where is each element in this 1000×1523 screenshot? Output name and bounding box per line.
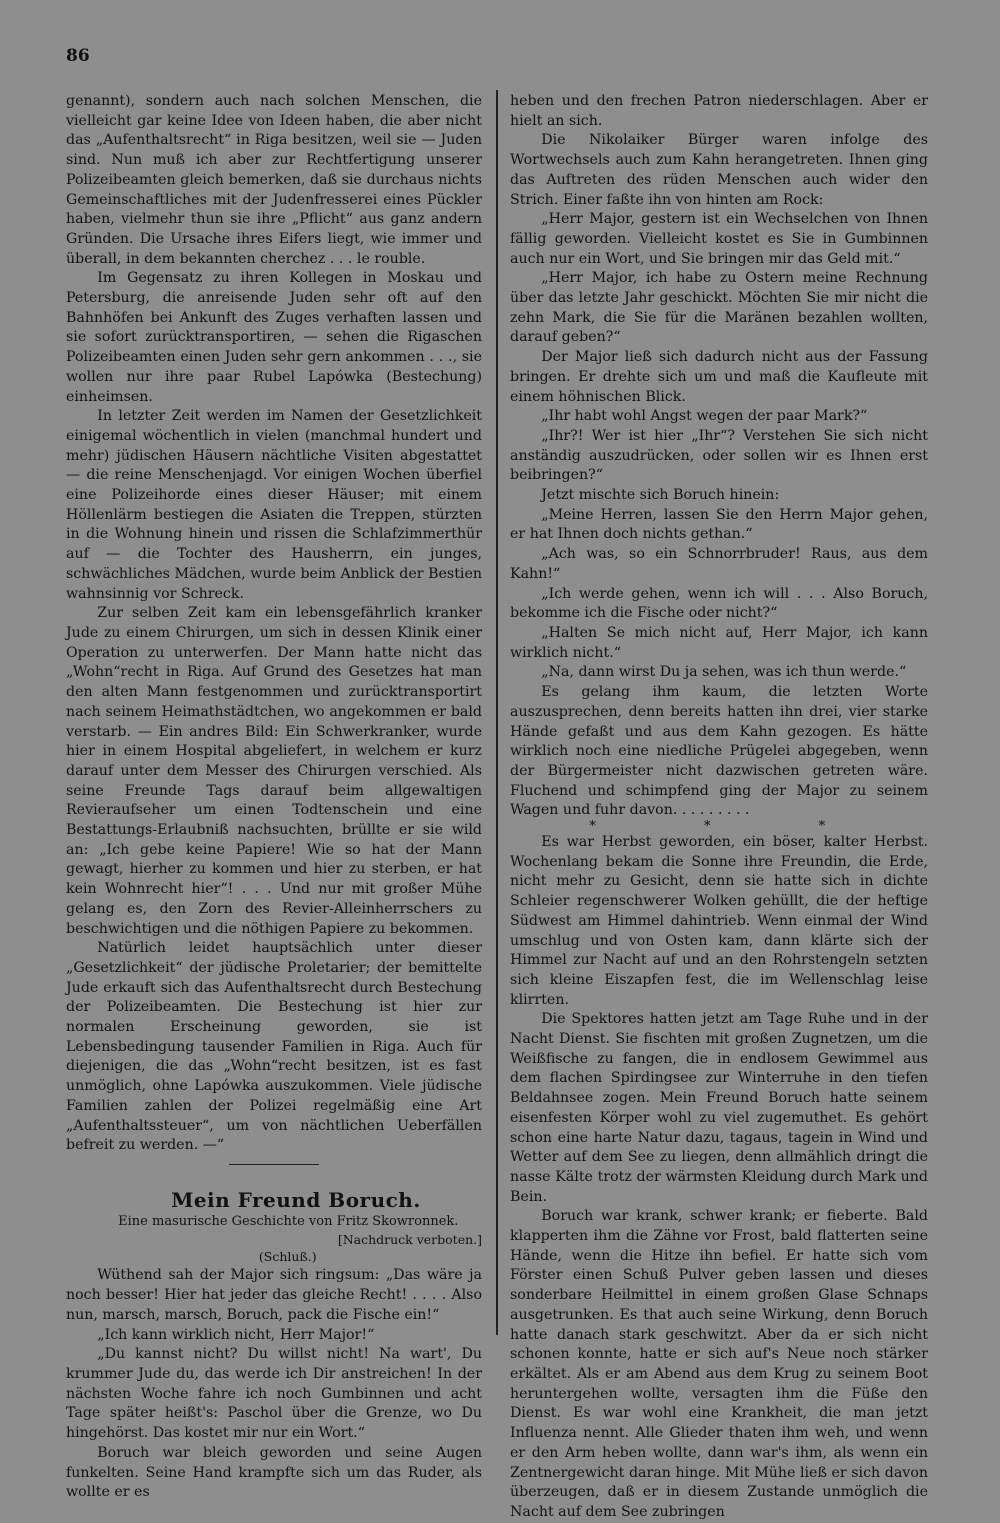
paragraph: Im Gegensatz zu ihren Kollegen in Moskau und Petersburg, die anreisende Juden sehr oft auf den Bahnhöfen bei Ankunft des Zuges verhaften lassen und sie sofort zurücktransportiren, — sehen die Rigaschen Polizeibeamten einen Juden sehr gern ankommen . . ., sie wollen nur ihre paar Rubel Lapówka (Bestechung) einheimsen.	[66, 270, 482, 405]
right-column	[510, 92, 928, 1523]
paragraph: „Ach was, so ein Schnorrbruder! Raus, aus dem Kahn!“	[510, 546, 928, 582]
paragraph: Natürlich leidet hauptsächlich unter dieser „Gesetzlichkeit“ der jüdische Proletarier; der bemittelte Jude erkauft sich das Aufenthaltsrecht durch Bestechung der Polizeibeamten. Die Bestechung ist hier zur normalen Erscheinung geworden, sie ist Lebensbedingung tausender Familien in Riga. Auch für diejenigen, die das „Wohn“recht besitzen, ist es fast unmöglich, ohne Lapówka auszukommen. Viele jüdische Familien zahlen der Polizei regelmäßig eine Art „Aufenthaltssteuer“, um von nächtlichen Ueberfällen befreit zu werden. —“	[66, 940, 482, 1154]
paragraph: Wüthend sah der Major sich ringsum: „Das wäre ja noch besser! Hier hat jeder das gleiche Recht! . . . . Also nun, marsch, marsch, Boruch, pack die Fische ein!“	[66, 1267, 482, 1323]
paragraph: „Ich kann wirklich nicht, Herr Major!“	[97, 1326, 375, 1343]
paragraph: In letzter Zeit werden im Namen der Gesetzlichkeit einigemal wöchentlich in vielen (manchmal hundert und mehr) jüdischen Häusern nächtliche Visiten abgestattet — die reine Menschenjagd. Vor einigen Wochen überfiel eine Polizeihorde eines dieser Häuser; mit einem Höllenlärm bestiegen die Asiaten die Treppen, stürzten in die Wohnung hinein und rissen die Schlafzimmerthür auf — die Tochter des Hausherrn, ein junges, schwächliches Mädchen, wurde beim Anblick der Bestien wahnsinnig vor Schreck.	[66, 408, 482, 602]
paragraph: Es gelang ihm kaum, die letzten Worte auszusprechen, denn bereits hatten ihn drei, vier starke Hände gefaßt und aus dem Kahn gezogen. Es hätte wirklich noch eine niedliche Prügelei abgegeben, wenn der Bürgermeister nicht dazwischen getreten wäre. Fluchend und schimpfend ging der Major zu seinem Wagen und fuhr davon. . . . . . . . .	[510, 684, 928, 819]
paragraph: „Ihr?! Wer ist hier „Ihr“? Verstehen Sie sich nicht anständig auszudrücken, oder sollen wir es Ihnen erst beibringen?“	[510, 427, 928, 484]
reprint-note: [Nachdruck verboten.]	[337, 1232, 482, 1248]
paragraph: Zur selben Zeit kam ein lebensgefährlich kranker Jude zu einem Chirurgen, um sich in dessen Klinik einer Operation zu unterwerfen. Der Mann hatte nicht das „Wohn“recht in Riga. Auf Grund des Gesetzes hat man den alten Mann festgenommen und zurücktransportirt nach seinem Heimathstädtchen, wo angekommen er bald verstarb. — Ein andres Bild: Ein Schwerkranker, wurde hier in einem Hospital abgeliefert, in welchem er kurz darauf unter dem Messer des Chirurgen verschied. Als seine Freunde Tags darauf beim allgewaltigen Revieraufseher um einen Todtenschein und eine Bestattungs-Erlaubniß nachsuchten, brüllte er sie wild an: „Ich gebe keine Papiere! Wie so hat der Mann gewagt, hierher zu kommen und hier zu sterben, er hat kein Wohnrecht hier“! . . . Und nur mit großer Mühe gelang es, den Zorn des Revier-Alleinherrschers zu beschwichtigen und die nöthigen Papiere zu bekommen.	[66, 605, 482, 937]
paragraph: Die Spektores hatten jetzt am Tage Ruhe und in der Nacht Dienst. Sie fischten mit großen Zugnetzen, um die Weißfische zu fangen, die in endlosem Gewimmel aus dem flachen Spirdingsee zur Winterruhe in den tiefen Beldahnsee zogen. Mein Freund Boruch hatte seinem eisenfesten Körper wohl zu viel zugemuthet. Es gehört schon eine harte Natur dazu, tagaus, tagein in Wind und Wetter auf dem See zu liegen, denn allmählich dringt die nasse Kälte trotz der wärmsten Kleidung durch Mark und Bein.	[510, 1011, 928, 1205]
page-number: 86	[66, 46, 90, 66]
paragraph: Boruch war krank, schwer krank; er fieberte. Bald klapperten ihm die Zähne vor Frost, bald flatterten seine Hände, wenn die Hitze ihn befiel. Er hatte sich vom Förster einen Schuß Pulver geben lassen und dieses sonderbare Heilmittel in einem großen Glase Schnaps ausgetrunken. Es that auch seine Wirkung, denn Boruch hatte danach stark geschwitzt. Aber da er sich nicht schonen konnte, hatte er sich auf's Neue noch stärker erkältet. Als er am Abend aus dem Krug zu seinem Boot heruntergehen wollte, versagten ihm die Füße den Dienst. Es war wohl eine Krankheit, die man jetzt Influenza nennt. Alle Glieder thaten ihm weh, und wenn er den Arm heben wollte, dann war's ihm, als wenn ein Zentnergewicht daran hinge. Mit Mühe ließ er sich davon überzeugen, daß er in diesem Zustande unmöglich die Nacht auf dem See zubringen	[510, 1208, 928, 1520]
section-stars: * * *	[589, 819, 878, 835]
paragraph: heben und den frechen Patron niederschlagen. Aber er hielt an sich.	[510, 93, 928, 129]
paragraph: „Herr Major, gestern ist ein Wechselchen von Ihnen fällig geworden. Vielleicht kostet es Sie in Gumbinnen auch nur ein Wort, und Sie bringen mir das Geld mit.“	[510, 211, 928, 267]
paragraph: „Meine Herren, lassen Sie den Herrn Major gehen, er hat Ihnen doch nichts gethan.“	[510, 506, 928, 543]
paragraph: genannt), sondern auch nach solchen Menschen, die vielleicht gar keine Idee von Ideen haben, die aber nicht das „Aufenthaltsrecht“ in Riga besitzen, weil sie — Juden sind. Nun muß ich aber zur Rechtfertigung unserer Polizeibeamten gleich bemerken, daß sie durchaus nichts Gemeinschaftliches mit der Judenfresserei eines Pückler haben, vielmehr thun sie ihre „Pflicht“ aus ganz andern Gründen. Die Ursache ihres Eifers liegt, wie immer und überall, in dem bekannten cherchez . . . le rouble.	[66, 93, 482, 267]
paragraph: „Herr Major, ich habe zu Ostern meine Rechnung über das letzte Jahr geschickt. Möchten Sie mir nicht die zehn Mark, die Sie für die Maränen bezahlen wollten, darauf geben?“	[510, 270, 928, 346]
paragraph: „Ihr habt wohl Angst wegen der paar Mark?“	[541, 408, 868, 425]
paragraph: Der Major ließ sich dadurch nicht aus der Fassung bringen. Er drehte sich um und maß die Kaufleute mit einem höhnischen Blick.	[510, 349, 928, 405]
paragraph: „Du kannst nicht? Du willst nicht! Na wart', Du krummer Jude du, das werde ich Dir anstreichen! In der nächsten Woche fahre ich noch Gumbinnen und acht Tage später heißt's: Paschol über die Grenze, wo Du hingehörst. Das kostet mir nur ein Wort.“	[66, 1346, 482, 1442]
paragraph: „Ich werde gehen, wenn ich will . . . Also Boruch, bekomme ich die Fische oder nicht?“	[510, 585, 928, 622]
left-column	[66, 92, 482, 1503]
paragraph: „Halten Se mich nicht auf, Herr Major, ich kann wirklich nicht.“	[510, 624, 928, 661]
paragraph: Jetzt mischte sich Boruch hinein:	[541, 487, 780, 504]
story-title: Mein Freund Boruch.	[171, 1188, 421, 1213]
story-subtitle: Eine masurische Geschichte von Fritz Skowronnek.	[118, 1214, 459, 1230]
conclusion-note: (Schluß.)	[258, 1249, 317, 1265]
paragraph: Boruch war bleich geworden und seine Augen funkelten. Seine Hand krampfte sich um das Ruder, als wollte er es	[66, 1444, 482, 1501]
column-rule	[496, 90, 498, 1335]
paragraph: „Na, dann wirst Du ja sehen, was ich thun werde.“	[541, 664, 907, 681]
section-divider	[229, 1164, 319, 1166]
paragraph: Die Nikolaiker Bürger waren infolge des Wortwechsels auch zum Kahn herangetreten. Ihnen ging das Auftreten des rüden Menschen auch wider den Strich. Einer faßte ihn von hinten am Rock:	[510, 132, 928, 208]
paragraph: Es war Herbst geworden, ein böser, kalter Herbst. Wochenlang bekam die Sonne ihre Freundin, die Erde, nicht mehr zu Gesicht, denn sie hatte sich in dichte Schleier regenschwerer Wolken gehüllt, die der heftige Südwest am Himmel dahintrieb. Wenn einmal der Wind umschlug und von Osten kam, dann klärte sich der Himmel zur Nacht auf und an den Rohrstengeln setzten sich kleine Eiszapfen fest, die im Wellenschlag leise klirrten.	[510, 834, 928, 1008]
